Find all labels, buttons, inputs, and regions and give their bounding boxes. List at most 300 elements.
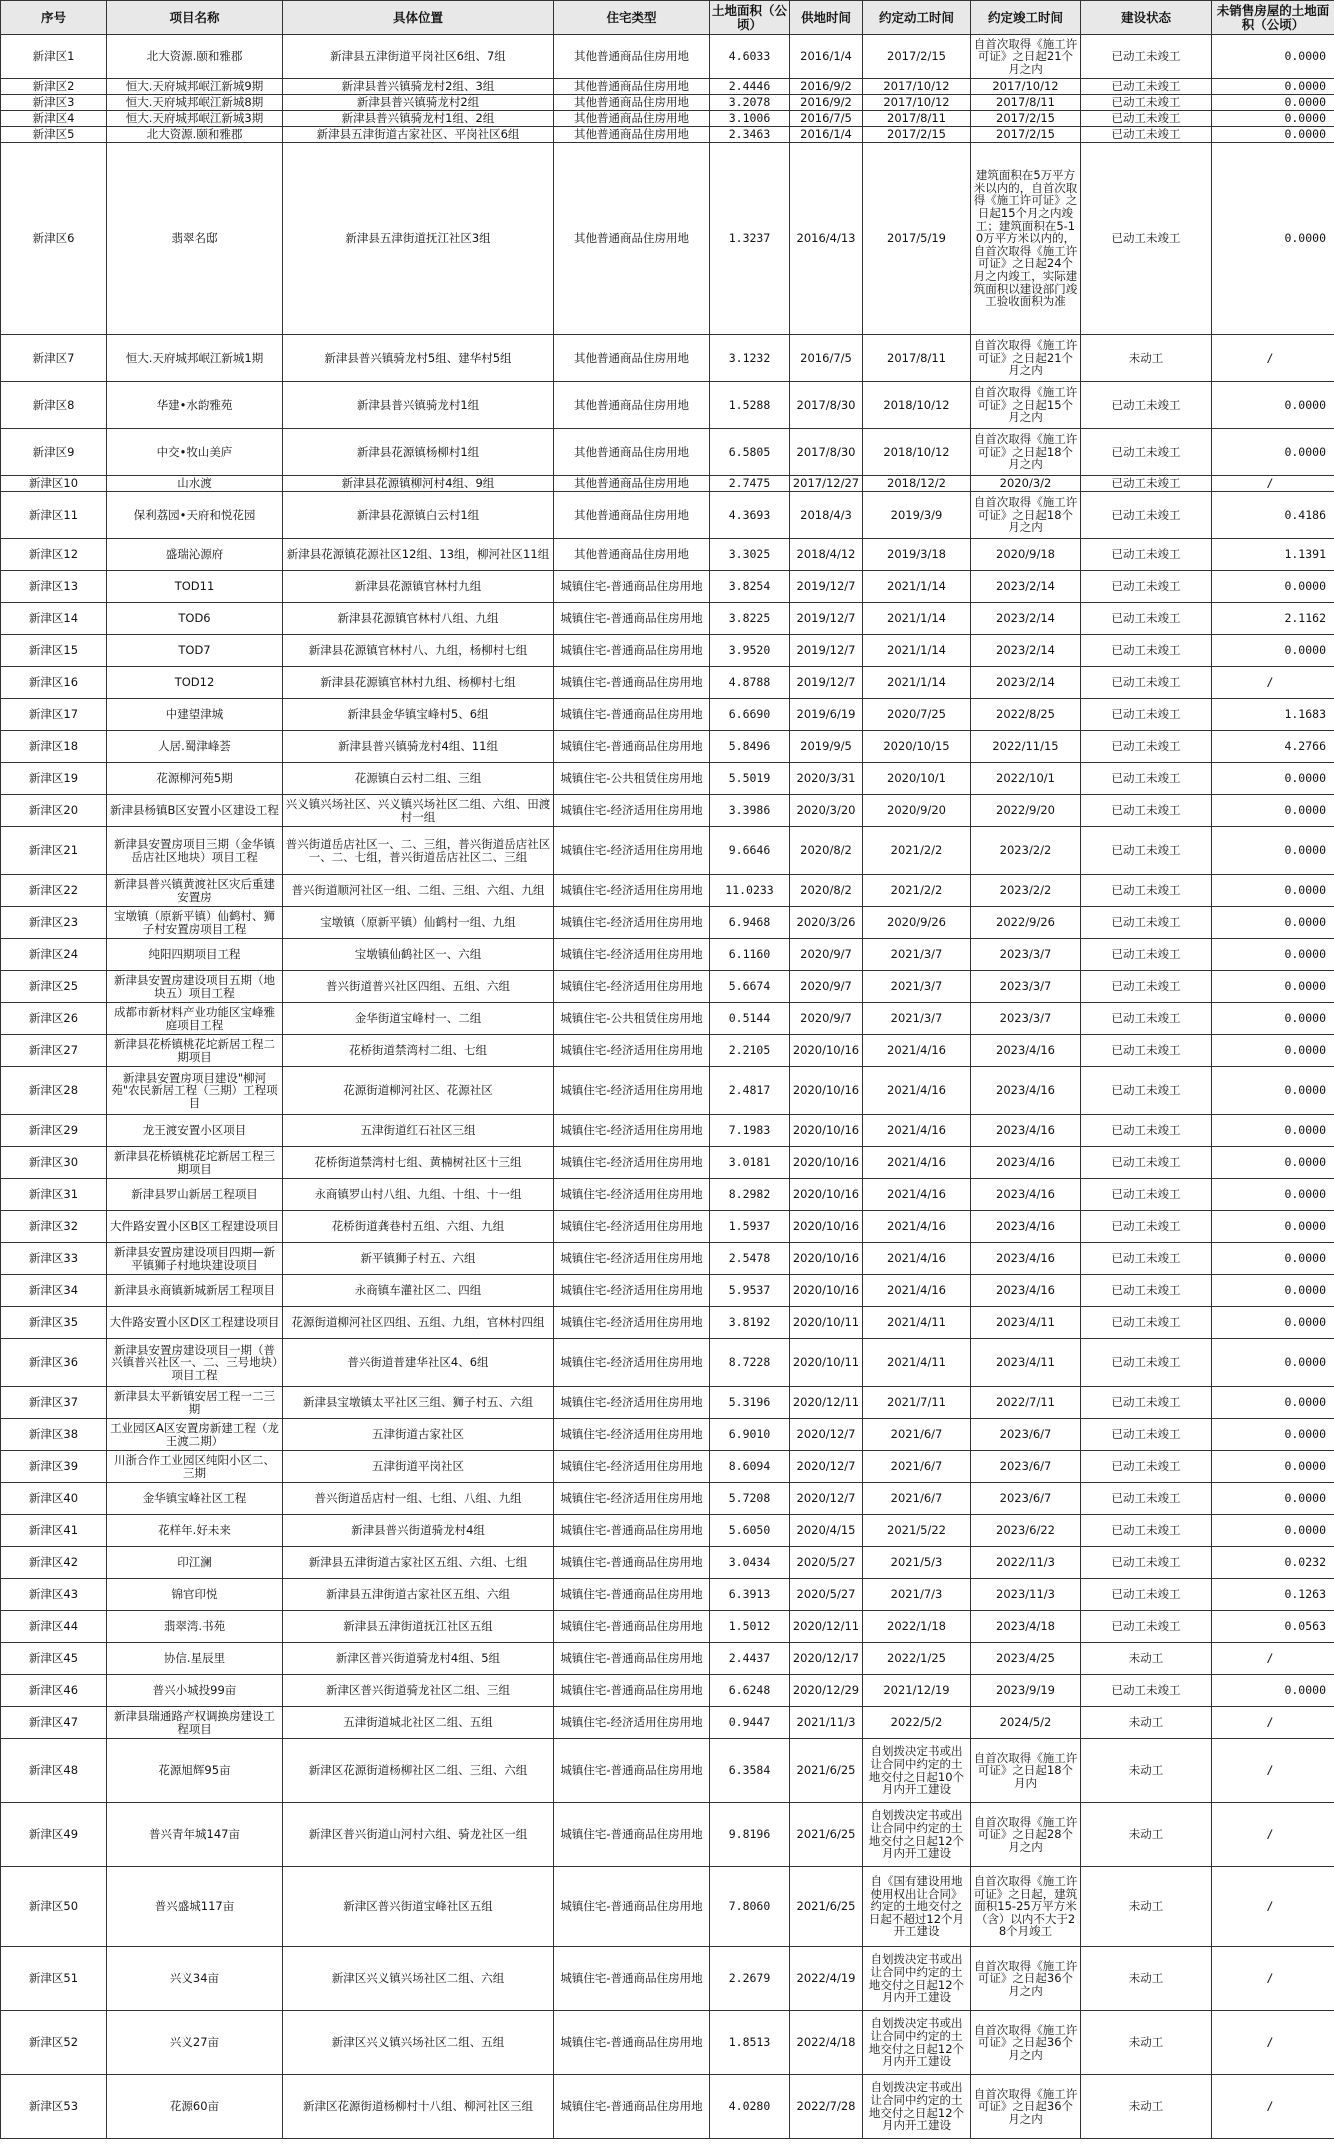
- cell-serial: 新津区5: [1, 127, 107, 143]
- cell-completion-date: 2023/2/14: [971, 603, 1081, 635]
- table-row: [1, 1035, 1334, 1067]
- cell-status: 已动工未竣工: [1081, 635, 1212, 667]
- cell-project-name: 新津县花桥镇桃花坨新居工程三期项目: [107, 1147, 283, 1179]
- cell-completion-date: 2023/6/7: [971, 1451, 1081, 1483]
- cell-unsold-area: /: [1212, 1947, 1334, 2011]
- cell-serial: 新津区11: [1, 492, 107, 539]
- cell-unsold-area: 0.0000: [1212, 1451, 1334, 1483]
- cell-land-area: 5.6050: [710, 1515, 790, 1547]
- cell-land-area: 9.8196: [710, 1803, 790, 1867]
- cell-housing-type: 城镇住宅-经济适用住房用地: [554, 827, 710, 875]
- cell-land-area: 5.9537: [710, 1275, 790, 1307]
- cell-unsold-area: 0.0000: [1212, 1243, 1334, 1275]
- table-row: [1, 476, 1334, 492]
- cell-serial: 新津区40: [1, 1483, 107, 1515]
- cell-status: 已动工未竣工: [1081, 1003, 1212, 1035]
- cell-housing-type: 其他普通商品住房用地: [554, 335, 710, 382]
- cell-supply-date: 2017/12/27: [790, 476, 863, 492]
- cell-status: 未动工: [1081, 1739, 1212, 1803]
- cell-location: 新津县五津街道古家社区五组、六组、七组: [283, 1547, 554, 1579]
- cell-unsold-area: 1.1683: [1212, 699, 1334, 731]
- cell-housing-type: 城镇住宅-普通商品住房用地: [554, 699, 710, 731]
- cell-project-name: 新津县安置房项目建设"柳河苑"农民新居工程（三期）工程项目: [107, 1067, 283, 1115]
- cell-status: 已动工未竣工: [1081, 939, 1212, 971]
- cell-unsold-area: 0.0000: [1212, 95, 1334, 111]
- cell-supply-date: 2019/9/5: [790, 731, 863, 763]
- cell-project-name: 翡翠湾.书苑: [107, 1611, 283, 1643]
- cell-project-name: 北大资源.颐和雅郡: [107, 35, 283, 79]
- cell-unsold-area: 0.0000: [1212, 1067, 1334, 1115]
- cell-location: 普兴街道顺河社区一组、二组、三组、六组、九组: [283, 875, 554, 907]
- cell-start-date: 2021/6/7: [863, 1483, 971, 1515]
- cell-location: 普兴街道普建华社区4、6组: [283, 1339, 554, 1387]
- cell-unsold-area: 0.0000: [1212, 1483, 1334, 1515]
- cell-unsold-area: 0.0000: [1212, 827, 1334, 875]
- cell-unsold-area: /: [1212, 667, 1334, 699]
- table-row: [1, 1003, 1334, 1035]
- cell-housing-type: 城镇住宅-经济适用住房用地: [554, 1707, 710, 1739]
- cell-serial: 新津区49: [1, 1803, 107, 1867]
- cell-serial: 新津区15: [1, 635, 107, 667]
- cell-supply-date: 2020/12/7: [790, 1419, 863, 1451]
- cell-status: 已动工未竣工: [1081, 1483, 1212, 1515]
- cell-housing-type: 城镇住宅-经济适用住房用地: [554, 1275, 710, 1307]
- cell-status: 已动工未竣工: [1081, 1339, 1212, 1387]
- cell-location: 普兴街道普兴社区四组、五组、六组: [283, 971, 554, 1003]
- cell-start-date: 2021/6/7: [863, 1451, 971, 1483]
- cell-unsold-area: 0.0000: [1212, 1147, 1334, 1179]
- cell-land-area: 6.3913: [710, 1579, 790, 1611]
- cell-serial: 新津区30: [1, 1147, 107, 1179]
- cell-housing-type: 其他普通商品住房用地: [554, 429, 710, 476]
- cell-status: 已动工未竣工: [1081, 875, 1212, 907]
- cell-land-area: 2.4817: [710, 1067, 790, 1115]
- cell-housing-type: 城镇住宅-经济适用住房用地: [554, 1067, 710, 1115]
- cell-start-date: 2021/1/14: [863, 635, 971, 667]
- cell-start-date: 2021/4/16: [863, 1067, 971, 1115]
- cell-status: 已动工未竣工: [1081, 1035, 1212, 1067]
- cell-project-name: 普兴盛城117亩: [107, 1867, 283, 1947]
- cell-status: 已动工未竣工: [1081, 1419, 1212, 1451]
- cell-serial: 新津区53: [1, 2075, 107, 2139]
- cell-serial: 新津区25: [1, 971, 107, 1003]
- cell-serial: 新津区10: [1, 476, 107, 492]
- cell-completion-date: 2023/4/16: [971, 1275, 1081, 1307]
- cell-land-area: 2.2679: [710, 1947, 790, 2011]
- cell-serial: 新津区24: [1, 939, 107, 971]
- cell-project-name: 山水渡: [107, 476, 283, 492]
- cell-unsold-area: 0.0000: [1212, 875, 1334, 907]
- table-body: [1, 35, 1334, 2139]
- cell-supply-date: 2016/7/5: [790, 111, 863, 127]
- table-row: [1, 1611, 1334, 1643]
- cell-start-date: 2021/6/7: [863, 1419, 971, 1451]
- cell-status: 已动工未竣工: [1081, 1515, 1212, 1547]
- cell-housing-type: 城镇住宅-普通商品住房用地: [554, 1803, 710, 1867]
- cell-status: 已动工未竣工: [1081, 382, 1212, 429]
- cell-completion-date: 自首次取得《施工许可证》之日起，建筑面积15-25万平方米（含）以内不大于28个月竣工: [971, 1867, 1081, 1947]
- cell-status: 已动工未竣工: [1081, 111, 1212, 127]
- cell-status: 已动工未竣工: [1081, 1067, 1212, 1115]
- cell-status: 已动工未竣工: [1081, 1147, 1212, 1179]
- table-row: [1, 1867, 1334, 1947]
- cell-completion-date: 2023/2/14: [971, 635, 1081, 667]
- cell-project-name: 新津县杨镇B区安置小区建设工程: [107, 795, 283, 827]
- cell-location: 新津县普兴镇骑龙村4组、11组: [283, 731, 554, 763]
- cell-supply-date: 2020/12/7: [790, 1483, 863, 1515]
- cell-land-area: 3.3986: [710, 795, 790, 827]
- cell-unsold-area: 0.4186: [1212, 492, 1334, 539]
- table-row: [1, 1739, 1334, 1803]
- cell-location: 宝墩镇（原新平镇）仙鹤村一组、九组: [283, 907, 554, 939]
- cell-project-name: 保利荔园•天府和悦花园: [107, 492, 283, 539]
- cell-start-date: 2021/4/11: [863, 1339, 971, 1387]
- cell-completion-date: 自首次取得《施工许可证》之日起15个月之内: [971, 382, 1081, 429]
- cell-completion-date: 2023/4/16: [971, 1147, 1081, 1179]
- cell-completion-date: 2023/4/18: [971, 1611, 1081, 1643]
- cell-start-date: 2021/7/11: [863, 1387, 971, 1419]
- cell-serial: 新津区50: [1, 1867, 107, 1947]
- cell-housing-type: 城镇住宅-普通商品住房用地: [554, 1547, 710, 1579]
- cell-project-name: 翡翠名邸: [107, 143, 283, 335]
- cell-start-date: 2017/8/11: [863, 111, 971, 127]
- cell-location: 新津县花源镇柳河村4组、9组: [283, 476, 554, 492]
- table-row: [1, 143, 1334, 335]
- table-row: [1, 1419, 1334, 1451]
- cell-supply-date: 2020/3/20: [790, 795, 863, 827]
- cell-completion-date: 自首次取得《施工许可证》之日起18个月之内: [971, 492, 1081, 539]
- cell-location: 五津街道红石社区三组: [283, 1115, 554, 1147]
- cell-status: 已动工未竣工: [1081, 143, 1212, 335]
- cell-status: 已动工未竣工: [1081, 429, 1212, 476]
- cell-project-name: 金华镇宝峰社区工程: [107, 1483, 283, 1515]
- cell-supply-date: 2022/4/19: [790, 1947, 863, 2011]
- cell-status: 未动工: [1081, 1707, 1212, 1739]
- cell-supply-date: 2020/4/15: [790, 1515, 863, 1547]
- cell-start-date: 2021/4/16: [863, 1243, 971, 1275]
- cell-supply-date: 2019/12/7: [790, 571, 863, 603]
- cell-housing-type: 城镇住宅-经济适用住房用地: [554, 1339, 710, 1387]
- cell-project-name: 花源柳河苑5期: [107, 763, 283, 795]
- cell-unsold-area: 0.0000: [1212, 971, 1334, 1003]
- cell-location: 新津县五津街道古家社区五组、六组: [283, 1579, 554, 1611]
- cell-start-date: 2020/7/25: [863, 699, 971, 731]
- cell-location: 普兴街道岳店社区一、二、三组，普兴街道岳店社区一、二、七组，普兴街道岳店社区二、三组: [283, 827, 554, 875]
- header-project-name: 项目名称: [107, 1, 283, 35]
- cell-housing-type: 城镇住宅-普通商品住房用地: [554, 1643, 710, 1675]
- cell-unsold-area: 1.1391: [1212, 539, 1334, 571]
- cell-status: 已动工未竣工: [1081, 35, 1212, 79]
- cell-supply-date: 2019/12/7: [790, 603, 863, 635]
- cell-housing-type: 城镇住宅-普通商品住房用地: [554, 731, 710, 763]
- cell-unsold-area: 0.0000: [1212, 1419, 1334, 1451]
- cell-project-name: 恒大.天府城邦岷江新城3期: [107, 111, 283, 127]
- cell-status: 已动工未竣工: [1081, 95, 1212, 111]
- cell-supply-date: 2020/10/16: [790, 1179, 863, 1211]
- cell-location: 新津县五津街道抚江社区3组: [283, 143, 554, 335]
- cell-supply-date: 2016/4/13: [790, 143, 863, 335]
- cell-supply-date: 2016/9/2: [790, 79, 863, 95]
- table-row: [1, 1483, 1334, 1515]
- cell-start-date: 自划拨决定书或出让合同中约定的土地交付之日起12个月内开工建设: [863, 2075, 971, 2139]
- cell-housing-type: 其他普通商品住房用地: [554, 143, 710, 335]
- cell-serial: 新津区32: [1, 1211, 107, 1243]
- cell-land-area: 1.3237: [710, 143, 790, 335]
- cell-status: 已动工未竣工: [1081, 827, 1212, 875]
- cell-project-name: 新津县安置房项目三期（金华镇岳店社区地块）项目工程: [107, 827, 283, 875]
- cell-project-name: 恒大.天府城邦岷江新城8期: [107, 95, 283, 111]
- cell-completion-date: 2023/4/25: [971, 1643, 1081, 1675]
- table-row: [1, 699, 1334, 731]
- cell-land-area: 3.8254: [710, 571, 790, 603]
- cell-housing-type: 城镇住宅-经济适用住房用地: [554, 1307, 710, 1339]
- cell-supply-date: 2020/12/7: [790, 1451, 863, 1483]
- cell-location: 新平镇狮子村五、六组: [283, 1243, 554, 1275]
- cell-completion-date: 2020/3/2: [971, 476, 1081, 492]
- table-row: [1, 1147, 1334, 1179]
- cell-supply-date: 2021/6/25: [790, 1803, 863, 1867]
- cell-serial: 新津区14: [1, 603, 107, 635]
- cell-unsold-area: 0.0000: [1212, 939, 1334, 971]
- cell-serial: 新津区2: [1, 79, 107, 95]
- cell-status: 已动工未竣工: [1081, 1307, 1212, 1339]
- cell-housing-type: 城镇住宅-经济适用住房用地: [554, 1147, 710, 1179]
- cell-start-date: 2021/1/14: [863, 571, 971, 603]
- cell-start-date: 2019/3/9: [863, 492, 971, 539]
- cell-start-date: 2020/10/1: [863, 763, 971, 795]
- cell-status: 已动工未竣工: [1081, 79, 1212, 95]
- cell-land-area: 3.9520: [710, 635, 790, 667]
- table-row: [1, 1803, 1334, 1867]
- cell-serial: 新津区38: [1, 1419, 107, 1451]
- cell-start-date: 2021/4/16: [863, 1115, 971, 1147]
- cell-location: 新津区普兴街道宝峰社区五组: [283, 1867, 554, 1947]
- cell-land-area: 9.6646: [710, 827, 790, 875]
- cell-land-area: 3.0181: [710, 1147, 790, 1179]
- cell-project-name: TOD11: [107, 571, 283, 603]
- cell-project-name: TOD7: [107, 635, 283, 667]
- cell-serial: 新津区26: [1, 1003, 107, 1035]
- cell-location: 宝墩镇仙鹤社区一、六组: [283, 939, 554, 971]
- cell-project-name: TOD6: [107, 603, 283, 635]
- cell-project-name: 新津县安置房建设项目四期—新平镇狮子村地块建设项目: [107, 1243, 283, 1275]
- cell-location: 新津区兴义镇兴场社区二组、六组: [283, 1947, 554, 2011]
- cell-start-date: 2021/2/2: [863, 875, 971, 907]
- cell-housing-type: 城镇住宅-普通商品住房用地: [554, 571, 710, 603]
- cell-land-area: 3.8192: [710, 1307, 790, 1339]
- cell-unsold-area: 0.1263: [1212, 1579, 1334, 1611]
- cell-completion-date: 自首次取得《施工许可证》之日起18个月内: [971, 1739, 1081, 1803]
- cell-land-area: 0.5144: [710, 1003, 790, 1035]
- cell-serial: 新津区20: [1, 795, 107, 827]
- cell-land-area: 5.7208: [710, 1483, 790, 1515]
- cell-location: 新津区花源街道杨柳村十八组、柳河社区三组: [283, 2075, 554, 2139]
- cell-serial: 新津区52: [1, 2011, 107, 2075]
- cell-land-area: 5.6674: [710, 971, 790, 1003]
- cell-completion-date: 2023/4/16: [971, 1211, 1081, 1243]
- cell-completion-date: 自首次取得《施工许可证》之日起36个月之内: [971, 2011, 1081, 2075]
- cell-start-date: 2021/1/14: [863, 603, 971, 635]
- cell-start-date: 自划拨决定书或出让合同中约定的土地交付之日起10个月内开工建设: [863, 1739, 971, 1803]
- cell-status: 已动工未竣工: [1081, 1211, 1212, 1243]
- cell-completion-date: 2023/4/16: [971, 1243, 1081, 1275]
- cell-completion-date: 2023/4/16: [971, 1179, 1081, 1211]
- cell-housing-type: 城镇住宅-公共租赁住房用地: [554, 1003, 710, 1035]
- cell-unsold-area: 0.0563: [1212, 1611, 1334, 1643]
- cell-serial: 新津区1: [1, 35, 107, 79]
- cell-project-name: 人居.蜀津峰荟: [107, 731, 283, 763]
- cell-location: 新津县花源镇花源社区12组、13组，柳河社区11组: [283, 539, 554, 571]
- cell-project-name: 恒大.天府城邦岷江新城9期: [107, 79, 283, 95]
- cell-land-area: 5.5019: [710, 763, 790, 795]
- cell-status: 未动工: [1081, 1803, 1212, 1867]
- cell-serial: 新津区8: [1, 382, 107, 429]
- cell-location: 新津县花源镇官林村九组: [283, 571, 554, 603]
- table-row: [1, 731, 1334, 763]
- table-row: [1, 382, 1334, 429]
- cell-land-area: 0.9447: [710, 1707, 790, 1739]
- cell-supply-date: 2020/5/27: [790, 1579, 863, 1611]
- cell-serial: 新津区41: [1, 1515, 107, 1547]
- cell-land-area: 8.2982: [710, 1179, 790, 1211]
- cell-project-name: 恒大.天府城邦岷江新城1期: [107, 335, 283, 382]
- cell-serial: 新津区28: [1, 1067, 107, 1115]
- cell-project-name: 新津县罗山新居工程项目: [107, 1179, 283, 1211]
- cell-status: 已动工未竣工: [1081, 1115, 1212, 1147]
- cell-location: 新津县花源镇官林村八组、九组: [283, 603, 554, 635]
- cell-serial: 新津区37: [1, 1387, 107, 1419]
- cell-project-name: 大件路安置小区D区工程建设项目: [107, 1307, 283, 1339]
- cell-status: 已动工未竣工: [1081, 667, 1212, 699]
- cell-land-area: 11.0233: [710, 875, 790, 907]
- cell-start-date: 2021/5/3: [863, 1547, 971, 1579]
- cell-serial: 新津区36: [1, 1339, 107, 1387]
- cell-location: 新津区普兴街道骑龙村4组、5组: [283, 1643, 554, 1675]
- cell-unsold-area: /: [1212, 1707, 1334, 1739]
- cell-project-name: 花源旭辉95亩: [107, 1739, 283, 1803]
- cell-completion-date: 2023/4/16: [971, 1115, 1081, 1147]
- cell-unsold-area: /: [1212, 1803, 1334, 1867]
- cell-unsold-area: 4.2766: [1212, 731, 1334, 763]
- cell-supply-date: 2020/3/26: [790, 907, 863, 939]
- cell-serial: 新津区16: [1, 667, 107, 699]
- cell-status: 已动工未竣工: [1081, 1451, 1212, 1483]
- cell-unsold-area: 0.0000: [1212, 907, 1334, 939]
- cell-location: 花桥街道龚巷村五组、六组、九组: [283, 1211, 554, 1243]
- cell-start-date: 2021/2/2: [863, 827, 971, 875]
- cell-unsold-area: 0.0232: [1212, 1547, 1334, 1579]
- cell-housing-type: 城镇住宅-普通商品住房用地: [554, 1611, 710, 1643]
- cell-supply-date: 2022/7/28: [790, 2075, 863, 2139]
- cell-supply-date: 2017/8/30: [790, 382, 863, 429]
- cell-location: 新津县普兴镇骑龙村5组、建华村5组: [283, 335, 554, 382]
- header-housing-type: 住宅类型: [554, 1, 710, 35]
- cell-start-date: 2018/10/12: [863, 382, 971, 429]
- cell-completion-date: 2022/10/1: [971, 763, 1081, 795]
- cell-status: 未动工: [1081, 1643, 1212, 1675]
- cell-completion-date: 2022/11/3: [971, 1547, 1081, 1579]
- cell-location: 新津县宝墩镇太平社区三组、狮子村五、六组: [283, 1387, 554, 1419]
- cell-location: 新津县金华镇宝峰村5、6组: [283, 699, 554, 731]
- cell-start-date: 2022/1/25: [863, 1643, 971, 1675]
- cell-unsold-area: 0.0000: [1212, 143, 1334, 335]
- cell-start-date: 自划拨决定书或出让合同中约定的土地交付之日起12个月内开工建设: [863, 1803, 971, 1867]
- cell-status: 已动工未竣工: [1081, 699, 1212, 731]
- header-location: 具体位置: [283, 1, 554, 35]
- cell-supply-date: 2020/10/16: [790, 1275, 863, 1307]
- cell-completion-date: 2020/9/18: [971, 539, 1081, 571]
- cell-start-date: 2021/4/16: [863, 1147, 971, 1179]
- cell-unsold-area: 0.0000: [1212, 79, 1334, 95]
- cell-housing-type: 城镇住宅-经济适用住房用地: [554, 875, 710, 907]
- cell-serial: 新津区18: [1, 731, 107, 763]
- cell-location: 新津县五津街道抚江社区五组: [283, 1611, 554, 1643]
- cell-completion-date: 2023/4/16: [971, 1067, 1081, 1115]
- cell-start-date: 2021/4/16: [863, 1179, 971, 1211]
- cell-project-name: 新津县太平新镇安居工程一二三期: [107, 1387, 283, 1419]
- cell-land-area: 1.5288: [710, 382, 790, 429]
- table-row: [1, 571, 1334, 603]
- table-row: [1, 1515, 1334, 1547]
- cell-completion-date: 2023/9/19: [971, 1675, 1081, 1707]
- cell-housing-type: 其他普通商品住房用地: [554, 539, 710, 571]
- table-row: [1, 1339, 1334, 1387]
- cell-status: 已动工未竣工: [1081, 795, 1212, 827]
- cell-status: 未动工: [1081, 1867, 1212, 1947]
- cell-land-area: 4.6033: [710, 35, 790, 79]
- cell-unsold-area: 0.0000: [1212, 571, 1334, 603]
- cell-completion-date: 2023/11/3: [971, 1579, 1081, 1611]
- cell-unsold-area: 0.0000: [1212, 1211, 1334, 1243]
- cell-supply-date: 2020/10/16: [790, 1243, 863, 1275]
- cell-location: 新津区兴义镇兴场社区二组、五组: [283, 2011, 554, 2075]
- cell-supply-date: 2017/8/30: [790, 429, 863, 476]
- cell-housing-type: 城镇住宅-经济适用住房用地: [554, 1387, 710, 1419]
- table-row: [1, 1275, 1334, 1307]
- cell-housing-type: 其他普通商品住房用地: [554, 111, 710, 127]
- cell-land-area: 3.1006: [710, 111, 790, 127]
- table-row: [1, 1707, 1334, 1739]
- cell-completion-date: 2023/4/16: [971, 1035, 1081, 1067]
- cell-start-date: 2021/4/16: [863, 1035, 971, 1067]
- cell-completion-date: 2017/2/15: [971, 111, 1081, 127]
- table-row: [1, 539, 1334, 571]
- cell-completion-date: 自首次取得《施工许可证》之日起28个月之内: [971, 1803, 1081, 1867]
- cell-project-name: 兴义27亩: [107, 2011, 283, 2075]
- cell-location: 新津县五津街道平岗社区6组、7组: [283, 35, 554, 79]
- cell-project-name: 成都市新材料产业功能区宝峰雅庭项目工程: [107, 1003, 283, 1035]
- cell-completion-date: 2023/6/7: [971, 1419, 1081, 1451]
- cell-location: 五津街道平岗社区: [283, 1451, 554, 1483]
- cell-location: 花源街道柳河社区四组、五组、九组，官林村四组: [283, 1307, 554, 1339]
- table-row: [1, 875, 1334, 907]
- cell-start-date: 2021/7/3: [863, 1579, 971, 1611]
- cell-serial: 新津区6: [1, 143, 107, 335]
- cell-land-area: 5.8496: [710, 731, 790, 763]
- cell-housing-type: 城镇住宅-经济适用住房用地: [554, 1483, 710, 1515]
- cell-completion-date: 2022/8/25: [971, 699, 1081, 731]
- cell-status: 已动工未竣工: [1081, 127, 1212, 143]
- cell-status: 已动工未竣工: [1081, 1579, 1212, 1611]
- cell-supply-date: 2020/10/11: [790, 1307, 863, 1339]
- cell-serial: 新津区45: [1, 1643, 107, 1675]
- cell-start-date: 2021/3/7: [863, 1003, 971, 1035]
- cell-completion-date: 自首次取得《施工许可证》之日起36个月之内: [971, 1947, 1081, 2011]
- header-supply-date: 供地时间: [790, 1, 863, 35]
- cell-housing-type: 城镇住宅-普通商品住房用地: [554, 1947, 710, 2011]
- table-row: [1, 1115, 1334, 1147]
- cell-housing-type: 城镇住宅-普通商品住房用地: [554, 635, 710, 667]
